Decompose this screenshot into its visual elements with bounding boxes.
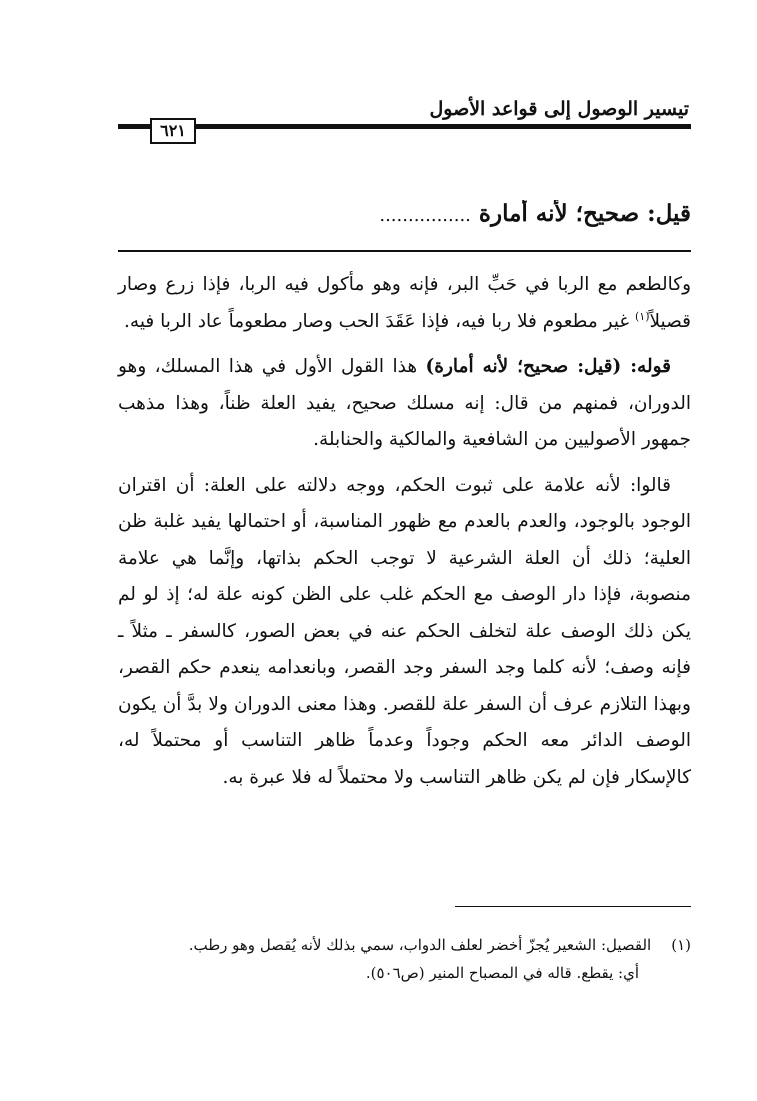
page-number: ٦٢١ [150,118,196,144]
paragraph-1-rest: غير مطعوم فلا ربا فيه، فإذا عَقَدَ الحب وصار مطعوماً عاد الربا فيه. [124,310,635,332]
matn-heading [118,200,691,227]
paragraph-2-rest: هذا القول الأول في هذا المسلك، وهو الدوران، فمنهم من قال: إنه مسلك صحيح، يفيد العلة ظناً، وهذا مذهب جمهور الأصوليين من الشافعية والمالكية والحنابلة. [118,356,691,450]
matn-divider [118,250,691,252]
paragraph-1 [118,267,691,340]
commentary-body [118,267,691,805]
paragraph-3: قالوا: لأنه علامة على ثبوت الحكم، ووجه دلالته على العلة: أن اقتران الوجود بالوجود، والعدم بالعدم مع ظهور المناسبة، أو احتمالها يفيد غلبة ظن العلية؛ ذلك أن العلة الشرعية لا توجب الحكم بذاتها، وإنَّما هي علامة منصوبة، فإذا دار الوصف مع الحكم غلب على الظن كونه علة له؛ إذ لو لم يكن ذلك الوصف علة لتخلف الحكم عنه في بعض الصور، كالسفر ـ مثلاً ـ فإنه وصف؛ لأنه كلما وجد السفر وجد القصر، وبانعدامه ينعدم حكم القصر، وبهذا التلازم عرف أن السفر علة للقصر. وهذا معنى الدوران ولا بدَّ أن يكون الوصف الدائر معه الحكم وجوداً وعدماً ظاهر التناسب أو محتملاً له، كالإسكار فإن لم يكن ظاهر التناسب ولا محتملاً له فلا عبرة به. [118,474,691,788]
paragraph-2 [118,349,691,459]
header-rule [118,124,691,129]
footnote-number: (١) [671,936,691,954]
footnote-separator [455,906,691,907]
paragraph-2-quote: (قيل: صحيح؛ لأنه أمارة) [425,356,622,377]
matn-dots: ................ [379,205,471,226]
paragraph-2-lead: قوله: [621,356,671,377]
header-rule-ornament [120,124,142,129]
paragraph-1-text: وكالطعم مع الربا في حَبِّ البر، فإنه وهو مأكول فيه الربا، فإذا زرع وصار قصيلاً [118,274,691,332]
footnote [100,931,691,987]
footnote-line-1: القصيل: الشعير يُجزّ أخضر لعلف الدواب، سمي بذلك لأنه يُقصل وهو رطب. [188,936,652,954]
footnote-line-2: أي: يقطع. قاله في المصباح المنير (ص٥٠٦). [365,964,639,982]
matn-text: قيل: صحيح؛ لأنه أمارة [478,200,691,227]
running-title: تيسير الوصول إلى قواعد الأصول [429,98,689,120]
footnote-reference: (١) [634,309,650,323]
